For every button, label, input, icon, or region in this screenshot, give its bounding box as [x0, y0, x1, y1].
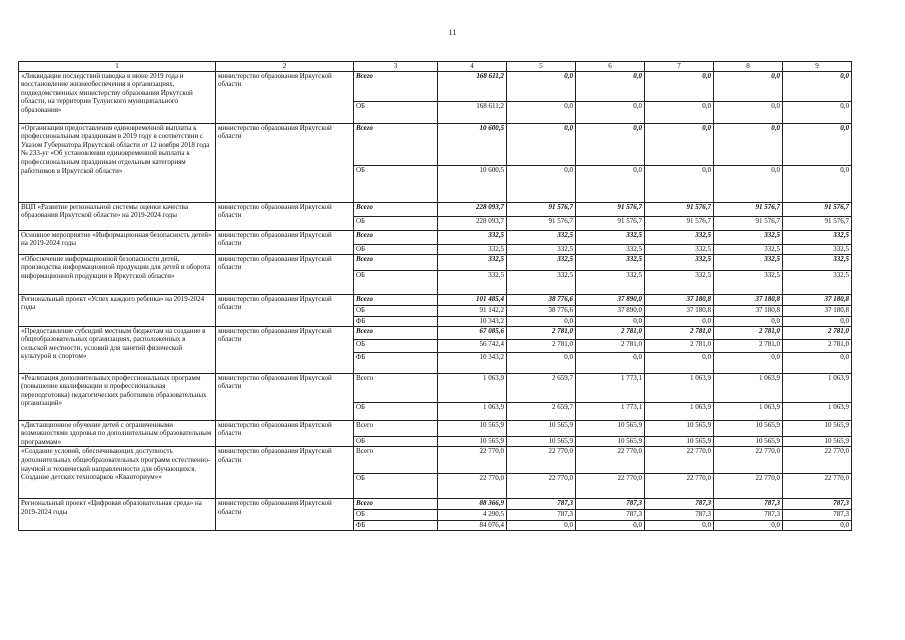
- amount-cell: 787,3: [507, 499, 576, 510]
- amount-cell: 0,0: [783, 165, 852, 202]
- amount-cell: 84 076,4: [438, 521, 507, 531]
- funding-source-cell: Всего: [354, 447, 438, 474]
- amount-cell: 0,0: [507, 521, 576, 531]
- amount-cell: 37 180,8: [645, 305, 714, 316]
- amount-cell: 0,0: [576, 165, 645, 202]
- amount-cell: 91 576,7: [783, 202, 852, 216]
- amount-cell: 228 093,7: [438, 202, 507, 216]
- program-name-cell: ВЦП «Развитие региональной системы оценки качества образования Иркутской области» на 2019-2024 годы: [19, 202, 216, 230]
- amount-cell: 0,0: [714, 123, 783, 165]
- amount-cell: 787,3: [645, 499, 714, 510]
- amount-cell: 1 063,9: [714, 402, 783, 420]
- amount-cell: 10 565,9: [714, 436, 783, 447]
- funding-source-cell: ОБ: [354, 216, 438, 230]
- amount-cell: 0,0: [783, 316, 852, 326]
- amount-cell: 1 063,9: [783, 373, 852, 402]
- amount-cell: 0,0: [645, 521, 714, 531]
- funding-source-cell: ОБ: [354, 244, 438, 254]
- amount-cell: 332,5: [783, 230, 852, 244]
- amount-cell: 10 600,5: [438, 165, 507, 202]
- funding-source-cell: Всего: [354, 202, 438, 216]
- ministry-cell: министерство образования Иркутской области: [216, 499, 354, 531]
- amount-cell: 37 180,8: [783, 294, 852, 305]
- amount-cell: 0,0: [783, 521, 852, 531]
- table-row: [19, 373, 852, 402]
- ministry-cell: министерство образования Иркутской области: [216, 447, 354, 499]
- amount-cell: 10 565,9: [507, 436, 576, 447]
- amount-cell: 0,0: [645, 316, 714, 326]
- amount-cell: 91 576,7: [576, 202, 645, 216]
- table-row: [19, 499, 852, 510]
- amount-cell: 332,5: [645, 254, 714, 270]
- amount-cell: 38 776,6: [507, 294, 576, 305]
- amount-cell: 22 770,0: [438, 474, 507, 499]
- amount-cell: 22 770,0: [714, 447, 783, 474]
- amount-cell: 1 773,1: [576, 402, 645, 420]
- funding-source-cell: ОБ: [354, 402, 438, 420]
- amount-cell: 0,0: [507, 101, 576, 123]
- amount-cell: 332,5: [783, 270, 852, 294]
- amount-cell: 91 576,7: [645, 216, 714, 230]
- amount-cell: 91 142,2: [438, 305, 507, 316]
- amount-cell: 22 770,0: [576, 447, 645, 474]
- amount-cell: 332,5: [576, 244, 645, 254]
- amount-cell: 332,5: [438, 254, 507, 270]
- page-number: 11: [448, 28, 457, 37]
- amount-cell: 0,0: [576, 71, 645, 101]
- table-row: [19, 294, 852, 305]
- col-header: 2: [216, 62, 354, 72]
- amount-cell: 37 890,0: [576, 305, 645, 316]
- program-name-cell: «Дистанционное обучение детей с ограниченными возможностями здоровья по дополнительным образовательным программам»: [19, 420, 216, 447]
- funding-source-cell: Всего: [354, 294, 438, 305]
- amount-cell: 1 063,9: [438, 402, 507, 420]
- amount-cell: 37 180,8: [645, 294, 714, 305]
- amount-cell: 2 781,0: [576, 339, 645, 352]
- amount-cell: 332,5: [438, 270, 507, 294]
- funding-source-cell: ФБ: [354, 521, 438, 531]
- col-header: 6: [576, 62, 645, 72]
- amount-cell: 787,3: [507, 510, 576, 521]
- funding-source-cell: ОБ: [354, 270, 438, 294]
- amount-cell: 0,0: [714, 316, 783, 326]
- amount-cell: 787,3: [645, 510, 714, 521]
- amount-cell: 228 093,7: [438, 216, 507, 230]
- amount-cell: 22 770,0: [783, 447, 852, 474]
- amount-cell: 1 063,9: [714, 373, 783, 402]
- program-name-cell: «Реализация дополнительных профессиональных программ (повышение квалификации и профессиональная переподготовка) педагогических работников образовательных организаций»: [19, 373, 216, 420]
- amount-cell: 10 565,9: [783, 436, 852, 447]
- amount-cell: 10 565,9: [645, 436, 714, 447]
- budget-table: [18, 61, 852, 531]
- ministry-cell: министерство образования Иркутской области: [216, 71, 354, 123]
- amount-cell: 332,5: [576, 254, 645, 270]
- amount-cell: 0,0: [783, 71, 852, 101]
- table-row: [19, 447, 852, 474]
- amount-cell: 91 576,7: [576, 216, 645, 230]
- amount-cell: 0,0: [714, 165, 783, 202]
- amount-cell: 2 781,0: [783, 339, 852, 352]
- amount-cell: 0,0: [507, 165, 576, 202]
- amount-cell: 0,0: [645, 101, 714, 123]
- ministry-cell: министерство образования Иркутской области: [216, 123, 354, 202]
- amount-cell: 2 781,0: [714, 326, 783, 339]
- amount-cell: 1 063,9: [438, 373, 507, 402]
- amount-cell: 787,3: [576, 510, 645, 521]
- amount-cell: 91 576,7: [645, 202, 714, 216]
- amount-cell: 10 343,2: [438, 352, 507, 373]
- amount-cell: 332,5: [783, 254, 852, 270]
- amount-cell: 0,0: [576, 316, 645, 326]
- amount-cell: 22 770,0: [645, 474, 714, 499]
- amount-cell: 10 565,9: [576, 420, 645, 436]
- amount-cell: 332,5: [645, 230, 714, 244]
- amount-cell: 332,5: [714, 270, 783, 294]
- amount-cell: 10 565,9: [438, 420, 507, 436]
- amount-cell: 332,5: [438, 230, 507, 244]
- amount-cell: 0,0: [576, 101, 645, 123]
- amount-cell: 91 576,7: [507, 202, 576, 216]
- program-name-cell: Региональный проект «Успех каждого ребенка» на 2019-2024 годы: [19, 294, 216, 326]
- amount-cell: 1 773,1: [576, 373, 645, 402]
- amount-cell: 2 659,7: [507, 402, 576, 420]
- amount-cell: 0,0: [645, 165, 714, 202]
- amount-cell: 168 611,2: [438, 71, 507, 101]
- table-row: [19, 254, 852, 270]
- amount-cell: 1 063,9: [645, 373, 714, 402]
- ministry-cell: министерство образования Иркутской области: [216, 420, 354, 447]
- amount-cell: 91 576,7: [783, 216, 852, 230]
- amount-cell: 56 742,4: [438, 339, 507, 352]
- ministry-cell: министерство образования Иркутской области: [216, 326, 354, 373]
- amount-cell: 332,5: [714, 244, 783, 254]
- col-header: 8: [714, 62, 783, 72]
- amount-cell: 787,3: [783, 499, 852, 510]
- table-row: [19, 326, 852, 339]
- amount-cell: 91 576,7: [714, 216, 783, 230]
- ministry-cell: министерство образования Иркутской области: [216, 202, 354, 230]
- ministry-cell: министерство образования Иркутской области: [216, 294, 354, 326]
- table-row: [19, 420, 852, 436]
- amount-cell: 332,5: [507, 254, 576, 270]
- amount-cell: 2 781,0: [507, 326, 576, 339]
- amount-cell: 0,0: [576, 521, 645, 531]
- amount-cell: 0,0: [714, 71, 783, 101]
- funding-source-cell: Всего: [354, 71, 438, 101]
- amount-cell: 2 781,0: [783, 326, 852, 339]
- table-row: [19, 71, 852, 101]
- amount-cell: 0,0: [507, 123, 576, 165]
- col-header: 3: [354, 62, 438, 72]
- amount-cell: 332,5: [645, 244, 714, 254]
- funding-source-cell: ОБ: [354, 165, 438, 202]
- amount-cell: 787,3: [783, 510, 852, 521]
- amount-cell: 2 781,0: [714, 339, 783, 352]
- amount-cell: 22 770,0: [783, 474, 852, 499]
- ministry-cell: министерство образования Иркутской области: [216, 373, 354, 420]
- program-name-cell: «Ликвидация последствий паводка в июне 2019 года и восстановление жизнеобеспечения в организациях, подведомственных министерству образования Иркутской области, на территории Тулунского муниципального образования»: [19, 71, 216, 123]
- amount-cell: 38 776,6: [507, 305, 576, 316]
- amount-cell: 2 781,0: [645, 326, 714, 339]
- col-header: 7: [645, 62, 714, 72]
- amount-cell: 37 180,8: [714, 294, 783, 305]
- amount-cell: 10 565,9: [507, 420, 576, 436]
- amount-cell: 22 770,0: [645, 447, 714, 474]
- amount-cell: 332,5: [645, 270, 714, 294]
- table-row: [19, 123, 852, 165]
- amount-cell: 0,0: [576, 352, 645, 373]
- amount-cell: 332,5: [507, 244, 576, 254]
- column-number-row: [19, 62, 852, 72]
- program-name-cell: «Создание условий, обеспечивающих доступность дополнительных общеобразовательных программ естественно-научной и технической направленности для обучающихся. Создание детских технопарков «Кванториум»»: [19, 447, 216, 499]
- amount-cell: 22 770,0: [507, 447, 576, 474]
- amount-cell: 0,0: [645, 123, 714, 165]
- funding-source-cell: ОБ: [354, 474, 438, 499]
- table-row: [19, 230, 852, 244]
- amount-cell: 10 565,9: [576, 436, 645, 447]
- col-header: 4: [438, 62, 507, 72]
- col-header: 5: [507, 62, 576, 72]
- amount-cell: 0,0: [507, 352, 576, 373]
- amount-cell: 10 565,9: [645, 420, 714, 436]
- funding-source-cell: Всего: [354, 123, 438, 165]
- program-name-cell: Основное мероприятие «Информационная безопасность детей» на 2019-2024 годы: [19, 230, 216, 254]
- col-header: 9: [783, 62, 852, 72]
- amount-cell: 0,0: [576, 123, 645, 165]
- amount-cell: 332,5: [714, 230, 783, 244]
- amount-cell: 10 565,9: [714, 420, 783, 436]
- funding-source-cell: Всего: [354, 373, 438, 402]
- amount-cell: 22 770,0: [714, 474, 783, 499]
- amount-cell: 0,0: [645, 71, 714, 101]
- amount-cell: 67 085,6: [438, 326, 507, 339]
- amount-cell: 10 565,9: [438, 436, 507, 447]
- funding-source-cell: ФБ: [354, 352, 438, 373]
- amount-cell: 332,5: [576, 270, 645, 294]
- amount-cell: 10 343,2: [438, 316, 507, 326]
- amount-cell: 0,0: [645, 352, 714, 373]
- amount-cell: 0,0: [783, 123, 852, 165]
- amount-cell: 332,5: [438, 244, 507, 254]
- amount-cell: 4 290,5: [438, 510, 507, 521]
- amount-cell: 22 770,0: [438, 447, 507, 474]
- funding-source-cell: ОБ: [354, 305, 438, 316]
- amount-cell: 0,0: [507, 71, 576, 101]
- amount-cell: 10 600,5: [438, 123, 507, 165]
- amount-cell: 1 063,9: [783, 402, 852, 420]
- amount-cell: 37 890,0: [576, 294, 645, 305]
- amount-cell: 101 485,4: [438, 294, 507, 305]
- amount-cell: 332,5: [507, 270, 576, 294]
- amount-cell: 0,0: [783, 352, 852, 373]
- amount-cell: 332,5: [576, 230, 645, 244]
- amount-cell: 37 180,8: [783, 305, 852, 316]
- table-body: [19, 71, 852, 531]
- funding-source-cell: ОБ: [354, 510, 438, 521]
- amount-cell: 2 781,0: [507, 339, 576, 352]
- ministry-cell: министерство образования Иркутской области: [216, 254, 354, 294]
- funding-source-cell: Всего: [354, 499, 438, 510]
- amount-cell: 2 781,0: [645, 339, 714, 352]
- amount-cell: 0,0: [783, 101, 852, 123]
- amount-cell: 37 180,8: [714, 305, 783, 316]
- amount-cell: 0,0: [714, 101, 783, 123]
- amount-cell: 2 659,7: [507, 373, 576, 402]
- funding-source-cell: Всего: [354, 254, 438, 270]
- table-row: [19, 202, 852, 216]
- amount-cell: 0,0: [714, 521, 783, 531]
- amount-cell: 1 063,9: [645, 402, 714, 420]
- amount-cell: 0,0: [507, 316, 576, 326]
- funding-source-cell: Всего: [354, 326, 438, 339]
- amount-cell: 91 576,7: [507, 216, 576, 230]
- funding-source-cell: ОБ: [354, 339, 438, 352]
- amount-cell: 787,3: [714, 499, 783, 510]
- amount-cell: 787,3: [714, 510, 783, 521]
- funding-source-cell: Всего: [354, 420, 438, 436]
- amount-cell: 168 611,2: [438, 101, 507, 123]
- amount-cell: 332,5: [714, 254, 783, 270]
- funding-source-cell: ОБ: [354, 101, 438, 123]
- program-name-cell: «Обеспечение информационной безопасности детей, производства информационной продукции для детей и оборота информационной продукции в Иркутской области»: [19, 254, 216, 294]
- funding-source-cell: Всего: [354, 230, 438, 244]
- amount-cell: 332,5: [783, 244, 852, 254]
- amount-cell: 2 781,0: [576, 326, 645, 339]
- amount-cell: 787,3: [576, 499, 645, 510]
- amount-cell: 332,5: [507, 230, 576, 244]
- funding-source-cell: ФБ: [354, 316, 438, 326]
- funding-source-cell: ОБ: [354, 436, 438, 447]
- amount-cell: 0,0: [714, 352, 783, 373]
- amount-cell: 10 565,9: [783, 420, 852, 436]
- program-name-cell: «Предоставление субсидий местным бюджетам на создание в общеобразовательных организациях, расположенных в сельской местности, условий для занятий физической культурой и спортом»: [19, 326, 216, 373]
- amount-cell: 22 770,0: [507, 474, 576, 499]
- amount-cell: 22 770,0: [576, 474, 645, 499]
- program-name-cell: Региональный проект «Цифровая образовательная среда» на 2019-2024 годы: [19, 499, 216, 531]
- ministry-cell: министерство образования Иркутской области: [216, 230, 354, 254]
- program-name-cell: «Организация предоставления единовременной выплаты к профессиональным праздникам в 2019 году в соответствии с Указом Губернатора Иркутской области от 12 ноября 2018 года № 233-уг «Об установлении единовременной выплаты к профессиональным праздникам отдельным категориям работников в Иркутской области»: [19, 123, 216, 202]
- amount-cell: 88 366,9: [438, 499, 507, 510]
- amount-cell: 91 576,7: [714, 202, 783, 216]
- col-header: 1: [19, 62, 216, 72]
